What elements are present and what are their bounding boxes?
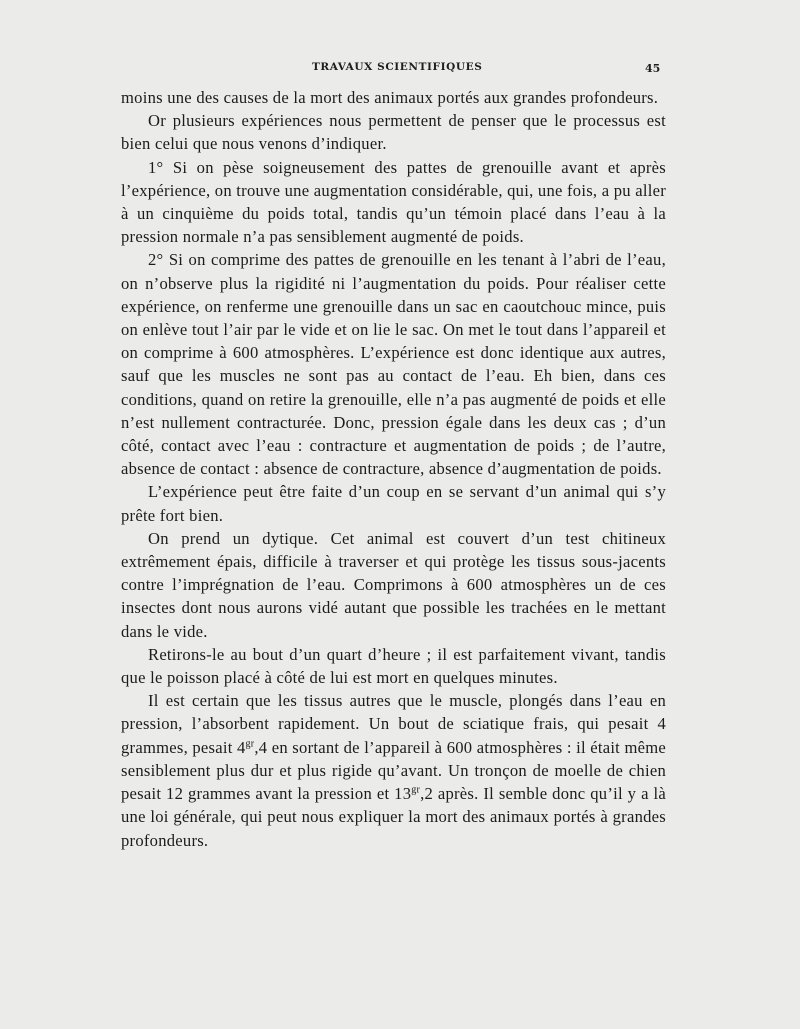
- paragraph-other-tissues-part-1: Il est certain que les tissus autres que le muscle, plongés dans l’eau en pression, l’absorbent rapidement. Un bout de sciatique frais, qui pesait 4 grammes, pesait 4: [121, 691, 666, 757]
- paragraph-retrieval: Retirons-le au bout d’un quart d’heure ; il est parfaitement vivant, tandis que le poisson placé à côté de lui est mort en quelques minutes.: [121, 644, 666, 688]
- running-title: TRAVAUX SCIENTIFIQUES: [312, 61, 483, 73]
- paragraph-dytique: On prend un dytique. Cet animal est couvert d’un test chitineux extrêmement épais, difficile à traverser et qui protège les tissus sous-jacents contre l’imprégnation de l’eau. Comprimons à 600 atmosphères un de ces insectes dont nous aurons vidé autant que possible les trachées en le mettant dans le vide.: [121, 528, 666, 641]
- running-head: [0, 61, 800, 77]
- gram-superscript-2: gr: [411, 784, 421, 796]
- page-number: 45: [645, 62, 661, 75]
- paragraph-experiences-intro: Or plusieurs expériences nous permettent de penser que le processus est bien celui que nous venons d’indiquer.: [121, 111, 666, 154]
- paragraph-other-tissues-part-3: ,2 après. Il semble donc qu’il y a là une loi générale, qui peut nous expliquer la mort des animaux portés à grandes profondeurs.: [121, 784, 666, 850]
- gram-superscript-1: gr: [245, 738, 255, 750]
- paragraph-experiment-1: 1° Si on pèse soigneusement des pattes de grenouille avant et après l’expérience, on trouve une augmentation considérable, qui, une fois, a pu aller à un cinquième du poids total, tandis qu’un témoin placé dans l’eau à la pression normale n’a pas sensiblement augmenté de poids.: [121, 157, 666, 247]
- paragraph-other-tissues-part-2: ,4 en sortant de l’appareil à 600 atmosphères : il était même sensiblement plus dur et plus rigide qu’avant. Un tronçon de moelle de chien pesait 12 grammes avant la pression et 13: [121, 737, 666, 804]
- paragraph-experiment-2: 2° Si on comprime des pattes de grenouille en les tenant à l’abri de l’eau, on n’observe plus la rigidité ni l’augmentation du poids. Pour réaliser cette expérience, on renferme une grenouille dans un sac en caoutchouc mince, puis on enlève tout l’air par le vide et on lie le sac. On met le tout dans l’appareil et on comprime à 600 atmosphères. L’expérience est donc identique aux autres, sauf que les muscles ne sont pas au contact de l’eau. Eh bien, dans ces conditions, quand on retire la grenouille, elle n’a pas augmenté de poids et elle n’est nullement contracturée. Donc, pression égale dans les deux cas ; d’un côté, contact avec l’eau : contracture et augmentation de poids ; de l’autre, absence de contact : absence de contracture, absence d’augmentation de poids.: [121, 250, 666, 479]
- body-text: [121, 86, 666, 852]
- paragraph-single-animal: L’expérience peut être faite d’un coup en se servant d’un animal qui s’y prête fort bien.: [121, 482, 666, 525]
- paragraph-continuation: moins une des causes de la mort des animaux portés aux grandes profondeurs.: [121, 88, 659, 107]
- paragraph-other-tissues: [121, 689, 666, 851]
